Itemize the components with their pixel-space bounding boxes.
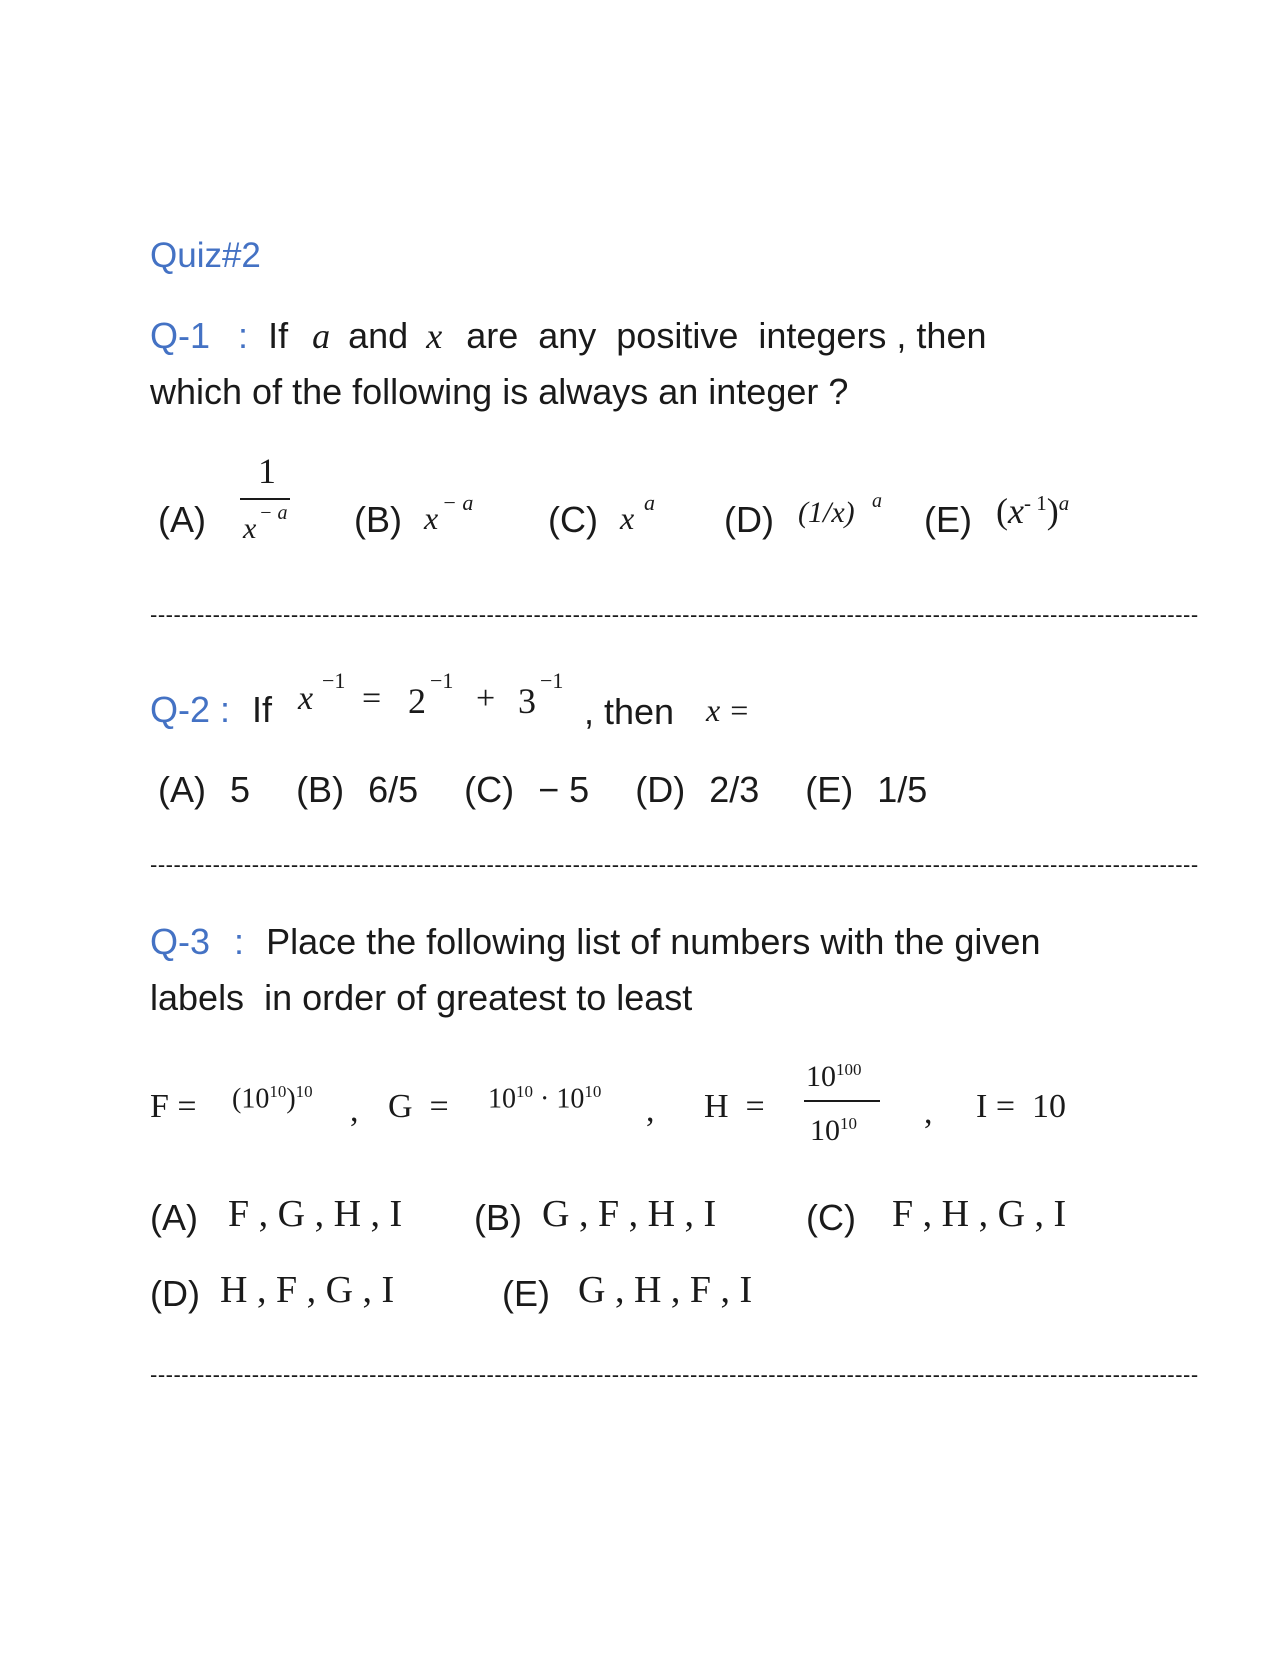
- q2-options: [158, 770, 927, 810]
- q1-option-e-close: ): [1046, 491, 1059, 531]
- q3-option-c-label: (C): [806, 1197, 856, 1238]
- separator-1: --------------------------------------------------------------------------------------------------------------------------------------: [150, 602, 1199, 627]
- q3-option-c-value: F , H , G , I: [892, 1193, 1067, 1235]
- q3-h-num-base: 10: [806, 1060, 836, 1093]
- q3-g-dot: ·: [540, 1083, 550, 1115]
- q3-label: Q-3: [150, 921, 211, 962]
- q1-option-b-exp: − a: [442, 490, 474, 515]
- q3-f-exp: 10: [295, 1082, 313, 1101]
- q2-option-e-label: (E): [805, 769, 854, 810]
- q1-colon: :: [238, 315, 249, 356]
- q3-i-def: I = 10: [976, 1088, 1066, 1125]
- q3-line1: [150, 922, 1040, 962]
- q2-plus: +: [476, 680, 496, 717]
- q1-option-a-label: (A): [158, 499, 206, 540]
- q2-option-c-value: − 5: [538, 769, 590, 810]
- q3-option-a-label: (A): [150, 1197, 198, 1238]
- q3-line1-rest: Place the following list of numbers with the given: [266, 921, 1041, 962]
- q2-x: x: [298, 680, 314, 717]
- q1-var-x: x: [426, 316, 443, 356]
- q1-option-e-label: (E): [924, 499, 972, 540]
- q3-h-num: [806, 1060, 862, 1094]
- q3-option-e-value: G , H , F , I: [578, 1269, 753, 1311]
- separator-3: --------------------------------------------------------------------------------------------------------------------------------------: [150, 1362, 1199, 1387]
- q3-f-inner-exp: 10: [269, 1082, 287, 1101]
- q2-option-e-value: 1/5: [877, 769, 928, 810]
- q1-word-and: and: [348, 315, 409, 356]
- q1-var-a: a: [312, 316, 331, 356]
- q3-comma-3: ,: [924, 1094, 933, 1131]
- q1-option-e-open: (: [996, 491, 1008, 531]
- q2-exp3: −1: [540, 668, 564, 693]
- q1-label: Q-1: [150, 315, 211, 356]
- q3-line2: labels in order of greatest to least: [150, 977, 693, 1018]
- q1-option-c-exp: a: [644, 490, 655, 515]
- q2-then: , then: [584, 691, 675, 732]
- q3-g-exp-1: 10: [516, 1082, 533, 1101]
- q3-h-den-base: 10: [810, 1114, 840, 1147]
- q2-option-c-label: (C): [464, 769, 515, 810]
- q3-option-b-value: G , F , H , I: [542, 1193, 717, 1235]
- q1-option-c-base: x: [620, 500, 635, 536]
- q1-option-e-expr: [996, 490, 1069, 532]
- q1-option-b-label: (B): [354, 499, 402, 540]
- q1-line1: [150, 316, 987, 356]
- q1-option-a-den-base: x: [243, 512, 257, 545]
- q1-option-d-label: (D): [724, 499, 774, 540]
- q3-option-d-label: (D): [150, 1273, 200, 1314]
- q1-option-e-base: x: [1008, 491, 1024, 531]
- q3-comma-1: ,: [350, 1092, 359, 1129]
- q1-option-a-numerator: 1: [258, 451, 276, 491]
- q3-option-d-value: H , F , G , I: [220, 1269, 395, 1311]
- q2-option-d-label: (D): [635, 769, 686, 810]
- q3-g-base-2: 10: [556, 1083, 585, 1115]
- q3-f-rhs: [232, 1082, 313, 1115]
- q1-option-e-exp: a: [1058, 491, 1070, 515]
- q1-option-a-den-exp: − a: [259, 502, 288, 524]
- q2-label: Q-2 :: [150, 689, 231, 730]
- q1-option-b-base: x: [424, 500, 439, 536]
- q3-h-bar: [804, 1100, 880, 1102]
- q3-option-e-label: (E): [502, 1273, 550, 1314]
- q1-rest: are any positive integers , then: [466, 315, 987, 356]
- q2-option-d-value: 2/3: [709, 769, 760, 810]
- q3-h-num-exp: 100: [836, 1060, 862, 1079]
- q3-f-base: (10: [232, 1083, 270, 1115]
- q3-f-lhs: F =: [150, 1088, 197, 1125]
- q2-option-b-label: (B): [296, 769, 345, 810]
- q3-g-base-1: 10: [488, 1083, 516, 1115]
- q2-option-a-value: 5: [230, 769, 251, 810]
- q2-word-if: If: [252, 689, 273, 730]
- q3-colon: :: [234, 921, 245, 962]
- q1-option-d-exp: a: [872, 490, 882, 512]
- q2-x-equals: x =: [706, 692, 750, 728]
- q2-option-a-label: (A): [158, 769, 206, 810]
- q3-h-lhs: H =: [704, 1088, 765, 1125]
- q1-option-d-base: (1/x): [798, 496, 855, 529]
- quiz-title: Quiz#2: [150, 236, 261, 275]
- q2-exp2: −1: [430, 668, 454, 693]
- q2-exp1: −1: [322, 668, 346, 693]
- q1-word-if: If: [268, 315, 289, 356]
- q3-h-den-exp: 10: [840, 1114, 857, 1133]
- separator-2: --------------------------------------------------------------------------------------------------------------------------------------: [150, 852, 1199, 877]
- q2-three: 3: [518, 681, 536, 721]
- q1-option-c-label: (C): [548, 499, 598, 540]
- q3-g-exp-2: 10: [584, 1082, 602, 1101]
- q3-comma-2: ,: [646, 1092, 655, 1129]
- q3-h-den: [810, 1114, 857, 1148]
- q2-two: 2: [408, 681, 426, 721]
- q2-option-b-value: 6/5: [368, 769, 419, 810]
- q3-g-rhs: [488, 1082, 601, 1115]
- q3-option-a-value: F , G , H , I: [228, 1193, 403, 1235]
- q2-equals: =: [362, 680, 382, 717]
- q1-option-a-bar: [240, 498, 290, 500]
- q3-g-lhs: G =: [388, 1088, 449, 1125]
- q3-option-b-label: (B): [474, 1197, 522, 1238]
- q1-line2: which of the following is always an integer ?: [150, 371, 849, 412]
- q1-option-e-inner-exp: - 1: [1023, 491, 1047, 515]
- q3-f-close: ): [286, 1083, 296, 1115]
